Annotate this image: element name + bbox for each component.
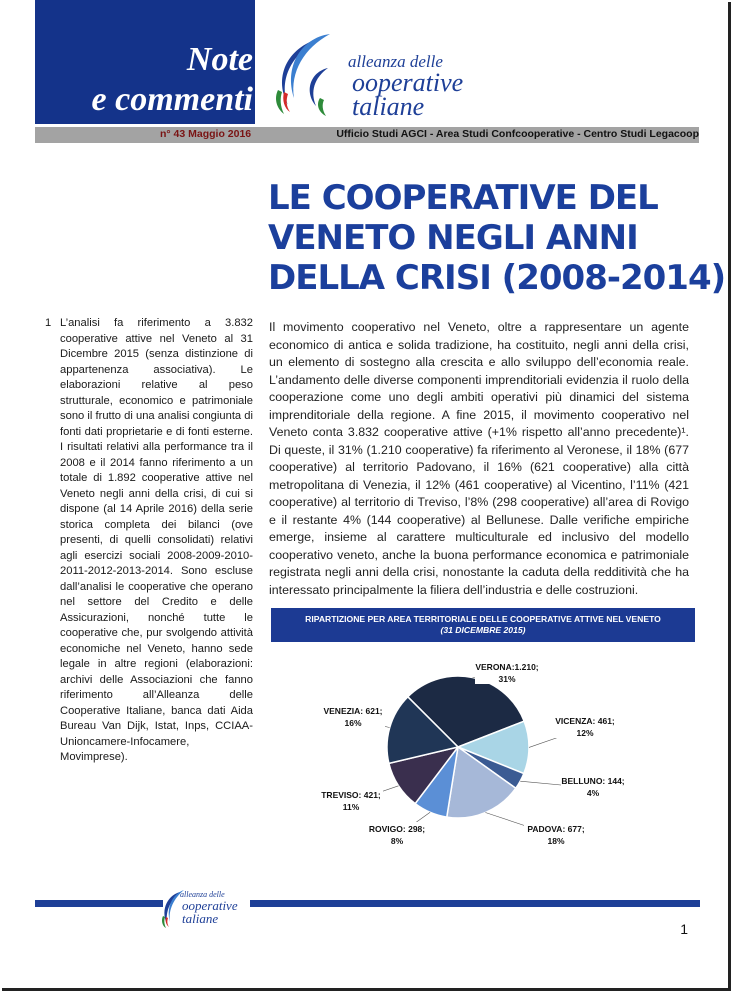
chart-subtitle: (31 DICEMBRE 2015) xyxy=(440,625,526,635)
logo-text-line1: alleanza delle xyxy=(348,52,443,71)
pie-pct-verona: 31% xyxy=(498,674,516,684)
article-title-line3: DELLA CRISI (2008-2014) xyxy=(268,258,726,298)
alliance-logo xyxy=(270,20,470,120)
pie-label-treviso: TREVISO: 421; xyxy=(321,790,381,800)
footnote-number: 1 xyxy=(45,317,52,329)
logo-text-line3: taliane xyxy=(352,92,425,121)
pie-label-rovigo: ROVIGO: 298; xyxy=(368,824,426,834)
article-title-line2: VENETO NEGLI ANNI xyxy=(268,218,638,258)
pie-pct-rovigo: 8% xyxy=(390,836,404,846)
pie-label-padova: PADOVA: 677; xyxy=(527,824,585,834)
footer-logo-line1: alleanza delle xyxy=(180,890,225,899)
publication-title-line2: e commenti xyxy=(91,81,253,118)
article-title xyxy=(268,178,725,298)
publication-title xyxy=(35,40,253,120)
pie-chart xyxy=(271,608,695,860)
logo-text-line2: ooperative xyxy=(352,68,464,97)
article-title-line1: LE COOPERATIVE DEL xyxy=(268,178,658,218)
pie-pct-padova: 18% xyxy=(547,836,565,846)
pie-label-vicenza: VICENZA: 461; xyxy=(555,716,615,726)
pie-pct-belluno: 4% xyxy=(586,788,600,798)
publication-title-line1: Note xyxy=(186,41,253,78)
page-number: 1 xyxy=(680,921,688,937)
footer-logo-line3: taliane xyxy=(182,911,219,926)
pie-pct-venezia: 16% xyxy=(344,718,362,728)
article-body: Il movimento cooperativo nel Veneto, oltre a rappresentare un agente economico di antica e solida tradizione, ha costituito, negli anni della crisi, un elemento di sostegno alla crescita e allo sviluppo dell’economia reale. L’andamento delle diverse componenti imprenditoriali evidenzia il ruolo della cooperazione come uno degli ambiti operativi più dinamici del sistema imprenditoriale della regione. A fine 2015, il movimento cooperativo nel Veneto conta 3.832 cooperative attive (+1% rispetto all’anno precedente)¹. Di queste, il 31% (1.210 cooperative) fa riferimento al Veronese, il 18% (677 cooperative) al territorio Padovano, il 16% (621 cooperative) alla città metropolitana di Venezia, il 12% (461 cooperative) al Vicentino, l’11% (421 cooperative) al territorio di Treviso, l’8% (298 cooperative) all’area di Rovigo e il restante 4% (144 cooperative) al Bellunese. Dalle verifiche empiriche emerge, insieme al carattere multiculturale ed inclusivo del modello cooperativo veneto, anche la buona performance economica e patrimoniale registrata negli anni della crisi, nonostante la caduta della redditività che ha interessato principalmente la filiera dell’industria e delle costruzioni. xyxy=(269,320,689,597)
pie-pct-treviso: 11% xyxy=(342,802,360,812)
research-offices: Ufficio Studi AGCI - Area Studi Confcooperative - Centro Studi Legacoop xyxy=(336,128,699,140)
footer-logo xyxy=(160,886,250,930)
pie-label-belluno: BELLUNO: 144; xyxy=(561,776,625,786)
pie-label-verona: VERONA:1.210; xyxy=(475,662,539,672)
pie-chart-panel xyxy=(271,608,695,860)
pie-label-venezia: VENEZIA: 621; xyxy=(323,706,383,716)
chart-title: RIPARTIZIONE PER AREA TERRITORIALE DELLE COOPERATIVE ATTIVE NEL VENETO xyxy=(305,614,661,624)
issue-number: n° 43 Maggio 2016 xyxy=(160,128,252,140)
footnote xyxy=(45,316,253,766)
pie-pct-vicenza: 12% xyxy=(576,728,594,738)
footer-rule-left xyxy=(35,900,163,907)
footer-logo-line2: ooperative xyxy=(182,898,238,913)
footnote-text: L’analisi fa riferimento a 3.832 cooperative attive nel Veneto al 31 Dicembre 2015 (senza distinzione di appartenenza associativa). Le elaborazioni relative al peso strutturale, economico e patrimoniale sono il frutto di una analisi congiunta di fonti dati proprietarie e di fonti esterne. I risultati relativi alla performance tra il 2008 e il 2014 fanno riferimento a un totale di 1.892 cooperative attive nel Veneto negli anni della crisi, di cui si dispone (al 14 Aprile 2016) della serie storica completa dei bilanci (ove presenti, di quelli consolidati) relativi agli esercizi sociali 2008-2009-2010-2011-2012-2013-2014. Sono escluse dall’analisi le cooperative che operano nel settore del Credito e delle Assicurazioni, nonché tutte le cooperative che, pur svolgendo attività economiche nel Veneto, hanno sede legale in altre regioni (elaborazioni: archivi delle Associazioni che fanno riferimento all’Alleanza delle Cooperative Italiane, banca dati Aida Bureau Van Dijk, Istat, Inps, CCIAA-Unioncamere-Infocamere, Movimprese). xyxy=(60,317,253,763)
footer-rule-right xyxy=(250,900,700,907)
